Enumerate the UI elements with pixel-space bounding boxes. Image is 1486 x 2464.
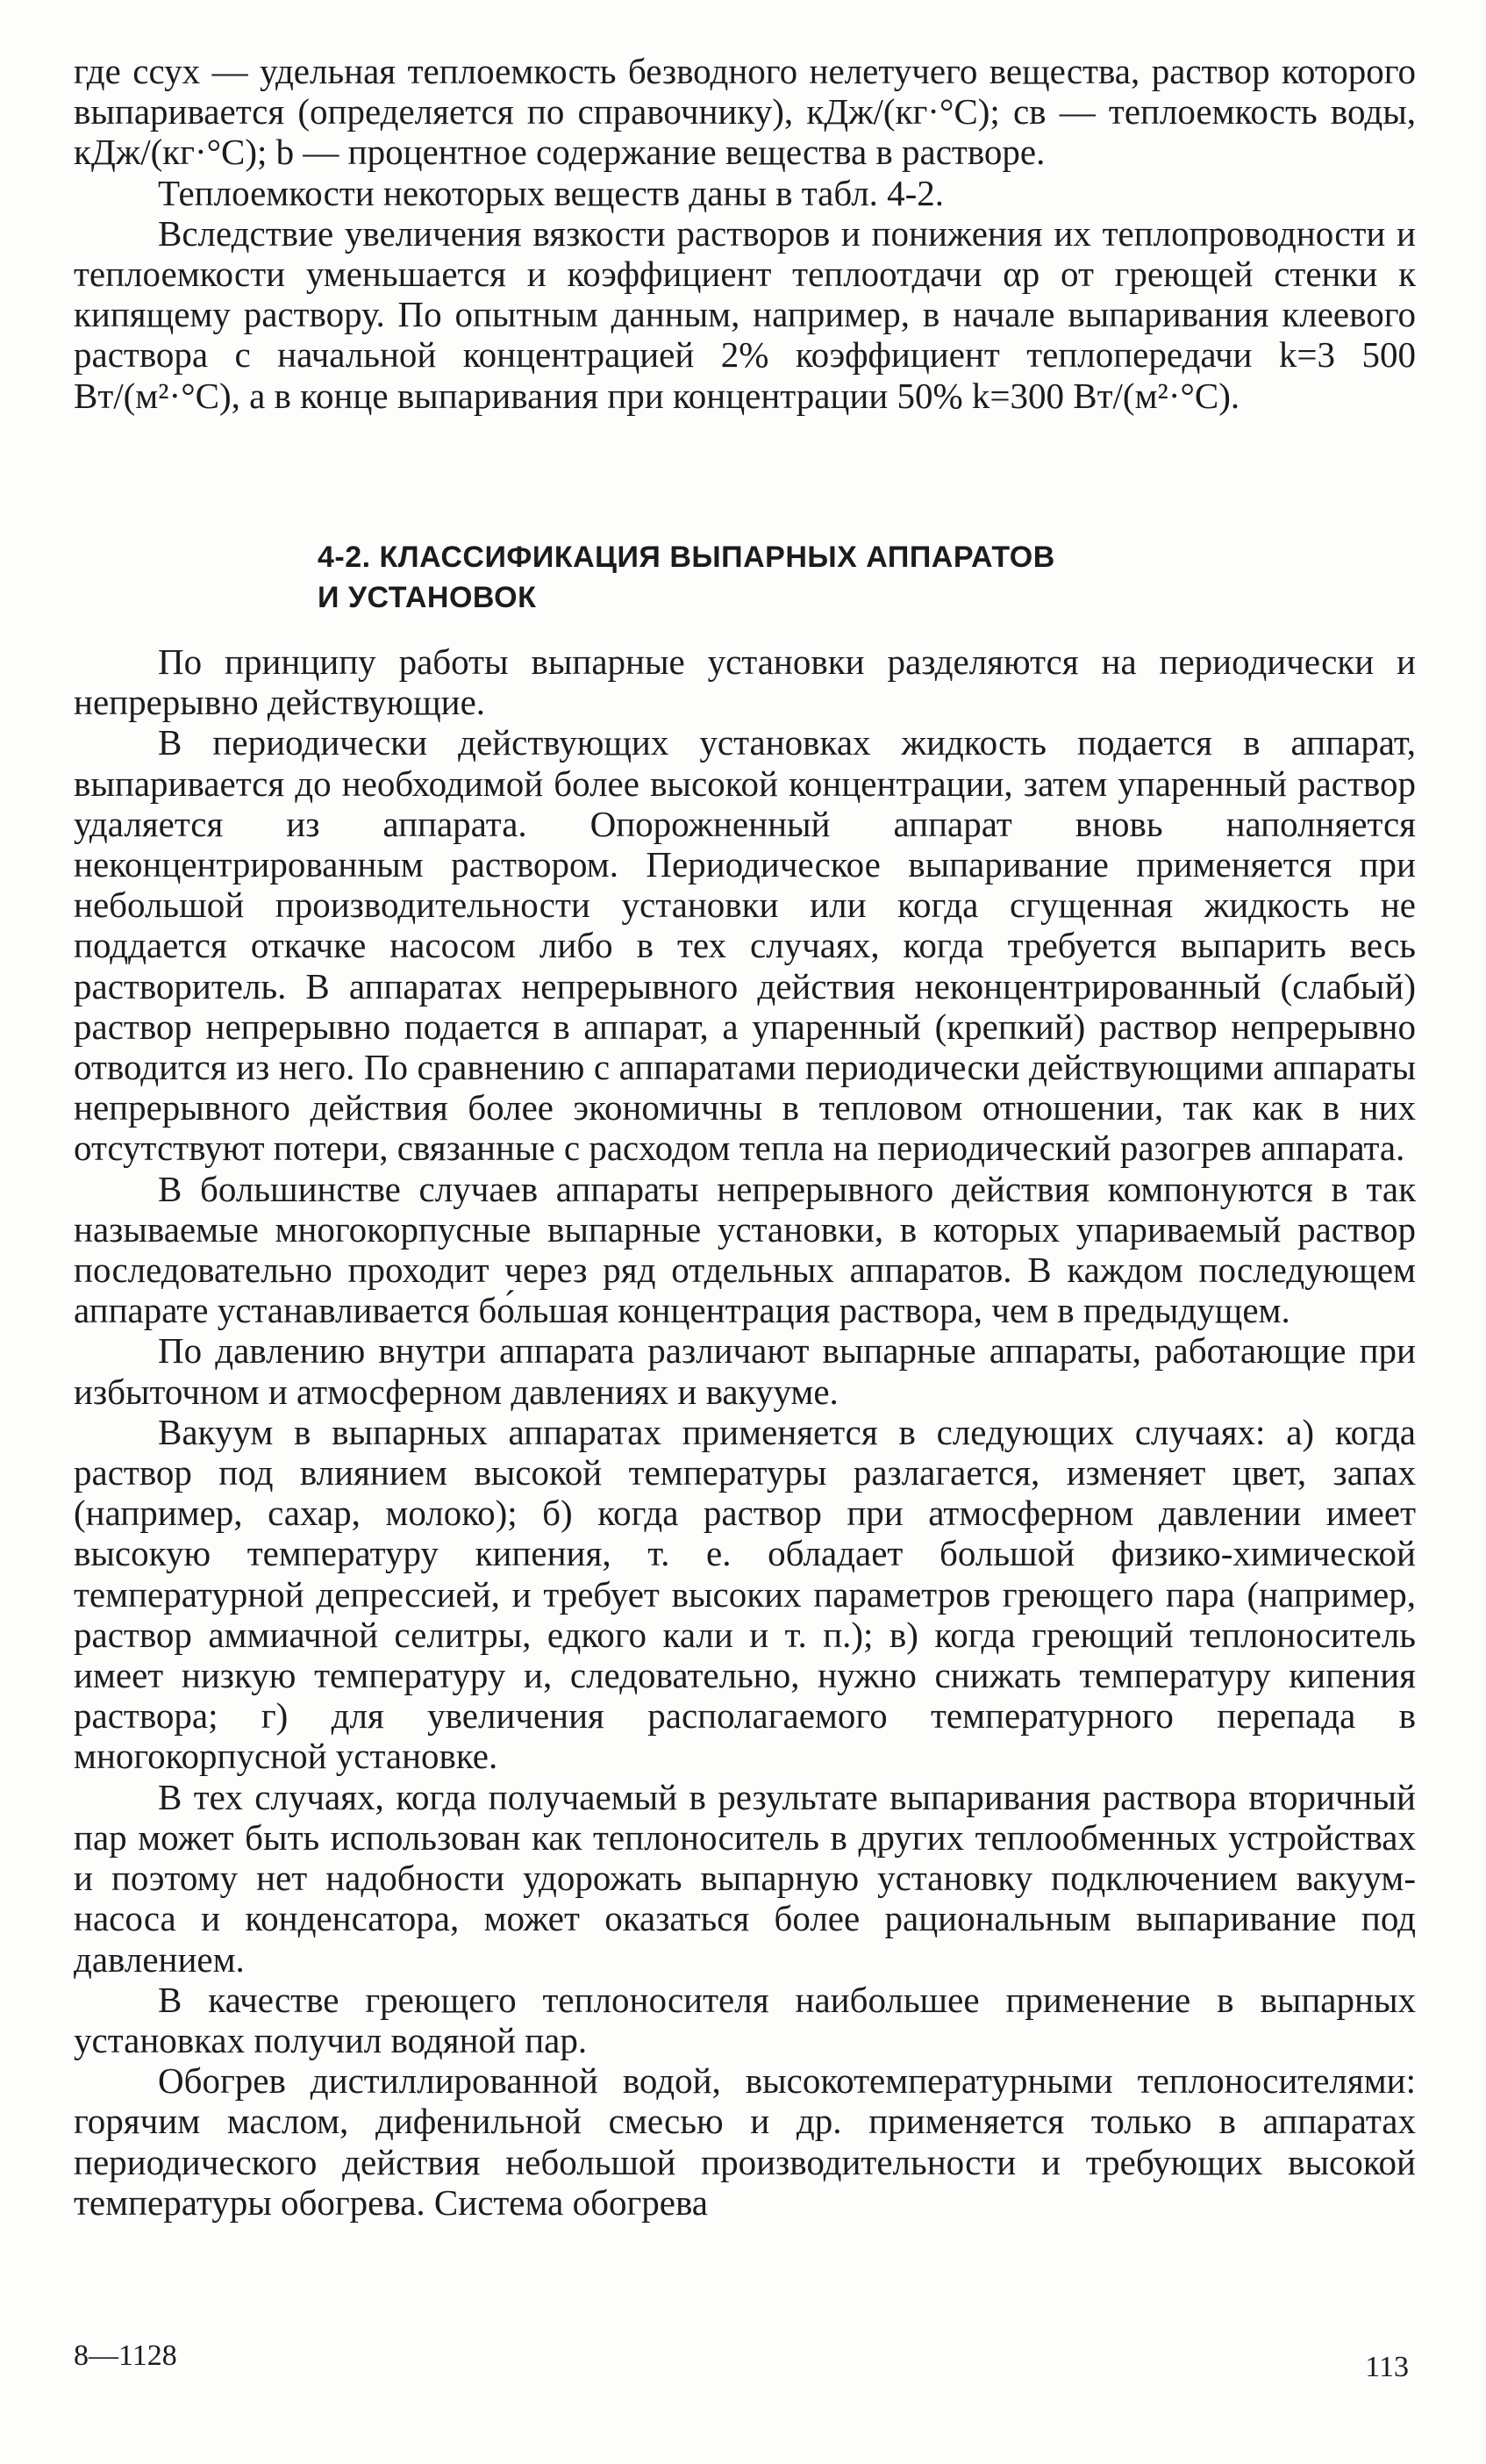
section-heading <box>318 537 1195 618</box>
section-heading-line: 4-2. КЛАССИФИКАЦИЯ ВЫПАРНЫХ АППАРАТОВ <box>318 541 1055 574</box>
paragraph: В периодически действующих установках жидкость подается в аппарат, выпаривается до необходимой более высокой концентрации, затем упаренный раствор удаляется из аппарата. Опорожненный аппарат вновь наполняется неконцентрированным раствором. Периодическое выпаривание применяется при небольшой производительности установки или когда сгущенная жидкость не поддается откачке насосом либо в тех случаях, когда требуется выпарить весь растворитель. В аппаратах непрерывного действия неконцентрированный (слабый) раствор непрерывно подается в аппарат, а упаренный (крепкий) раствор непрерывно отводится из него. По сравнению с аппаратами периодически действующими аппараты непрерывного действия более экономичны в тепловом отношении, так как в них отсутствуют потери, связанные с расходом тепла на периодический разогрев аппарата. <box>74 722 1416 1169</box>
paragraph: Вследствие увеличения вязкости растворов и понижения их теплопроводности и теплоемкости уменьшается и коэффициент теплоотдачи αр от греющей стенки к кипящему раствору. По опытным данным, например, в начале выпаривания клеевого раствора с начальной концентрацией 2% коэффициент теплопередачи k=3 500 Вт/(м²·°C), а в конце выпаривания при концентрации 50% k=300 Вт/(м²·°C). <box>74 212 1416 416</box>
section-text-block <box>74 641 1416 2223</box>
section-heading-line: И УСТАНОВОК <box>318 581 537 614</box>
page-number: 113 <box>1365 2351 1409 2383</box>
paragraph: Вакуум в выпарных аппаратах применяется в следующих случаях: а) когда раствор под влиянием высокой температуры разлагается, изменяет цвет, запах (например, сахар, молоко); б) когда раствор при атмосферном давлении имеет высокую температуру кипения, т. е. обладает большой физико-химической температурной депрессией, и требует высоких параметров греющего пара (например, раствор аммиачной селитры, едкого кали и т. п.); в) когда греющий теплоноситель имеет низкую температуру и, следовательно, нужно снижать температуру кипения раствора; г) для увеличения располагаемого температурного перепада в многокорпусной установке. <box>74 1411 1416 1777</box>
paragraph: В большинстве случаев аппараты непрерывного действия компонуются в так называемые многокорпусные выпарные установки, в которых упариваемый раствор последовательно проходит через ряд отдельных аппаратов. В каждом последующем аппарате устанавливается бо́льшая концентрация раствора, чем в предыдущем. <box>74 1168 1416 1331</box>
footer-signature: 8—1128 <box>74 2339 177 2372</box>
paragraph: где cсух — удельная теплоемкость безводного нелетучего вещества, раствор которого выпаривается (определяется по справочнику), кДж/(кг·°C); cв — теплоемкость воды, кДж/(кг·°C); b — процентное содержание вещества в растворе. <box>74 51 1416 173</box>
paragraph: Теплоемкости некоторых веществ даны в табл. 4-2. <box>158 172 945 213</box>
paragraph: По давлению внутри аппарата различают выпарные аппараты, работающие при избыточном и атмосферном давлениях и вакууме. <box>74 1330 1416 1412</box>
paragraph: По принципу работы выпарные установки разделяются на периодически и непрерывно действующие. <box>74 641 1416 723</box>
paragraph: В качестве греющего теплоносителя наибольшее применение в выпарных установках получил водяной пар. <box>74 1979 1416 2060</box>
paragraph: Обогрев дистиллированной водой, высокотемпературными теплоносителями: горячим маслом, дифенильной смесью и др. применяется только в аппаратах периодического действия небольшой производительности и требующих высокой температуры обогрева. Система обогрева <box>74 2060 1416 2223</box>
top-text-block <box>74 51 1416 416</box>
paragraph: В тех случаях, когда получаемый в результате выпаривания раствора вторичный пар может быть использован как теплоноситель в других теплообменных устройствах и поэтому нет надобности удорожать выпарную установку подключением вакуум-насоса и конденсатора, может оказаться более рациональным выпаривание под давлением. <box>74 1776 1416 1980</box>
